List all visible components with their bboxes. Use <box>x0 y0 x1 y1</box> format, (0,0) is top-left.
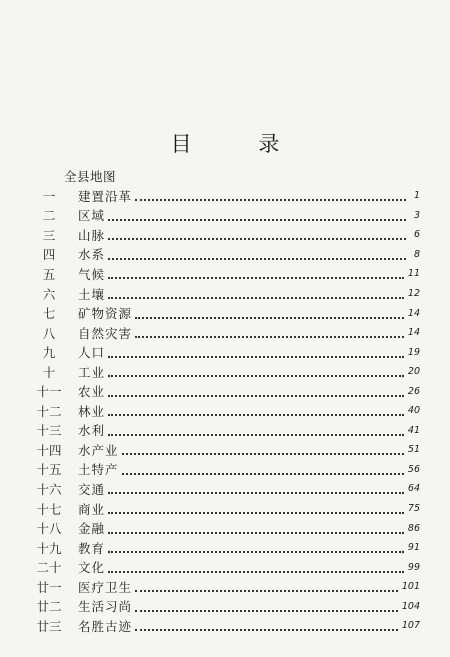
chapter-title: 医疗卫生 <box>78 579 133 595</box>
chapter-number: 五 <box>42 266 56 282</box>
chapter-title: 水产业 <box>78 442 119 458</box>
dot-leader <box>108 374 404 377</box>
page-number: 41 <box>407 424 420 436</box>
dot-leader <box>122 472 404 475</box>
toc-entry <box>30 264 420 284</box>
toc-entry <box>30 577 420 597</box>
dot-leader <box>108 257 406 260</box>
page-number: 91 <box>407 542 420 554</box>
dot-leader <box>108 355 404 358</box>
page-number: 20 <box>407 366 420 378</box>
page-number: 86 <box>407 522 420 534</box>
chapter-title: 商业 <box>78 501 106 517</box>
dot-leader <box>108 491 404 494</box>
toc-entry <box>30 284 420 304</box>
chapter-title: 农业 <box>78 384 106 400</box>
map-entry: 全县地图 <box>64 169 117 184</box>
chapter-title: 水利 <box>78 423 106 439</box>
dot-leader <box>135 609 398 612</box>
dot-leader <box>108 296 404 299</box>
chapter-title: 生活习尚 <box>78 599 133 615</box>
chapter-number: 廿二 <box>36 599 62 615</box>
dot-leader <box>108 511 404 514</box>
page-number: 56 <box>407 463 420 475</box>
chapter-number: 十二 <box>36 403 62 419</box>
page-number: 12 <box>407 288 420 299</box>
toc-entry <box>30 616 420 636</box>
page-number: 3 <box>413 209 420 221</box>
page-number: 6 <box>413 229 420 241</box>
chapter-number: 十 <box>42 364 56 380</box>
page-number: 75 <box>407 503 420 515</box>
dot-leader <box>108 276 404 279</box>
dot-leader <box>108 394 404 397</box>
chapter-title: 土特产 <box>78 462 119 478</box>
toc-entry <box>30 401 420 421</box>
chapter-number: 一 <box>42 188 56 204</box>
chapter-number: 九 <box>42 345 56 361</box>
toc-entry <box>30 381 420 401</box>
chapter-number: 十三 <box>36 423 62 439</box>
dot-leader <box>108 433 404 436</box>
chapter-number: 四 <box>42 247 56 263</box>
dot-leader <box>135 335 404 338</box>
page-number: 11 <box>407 268 420 280</box>
chapter-title: 文化 <box>78 560 106 576</box>
toc-entry <box>30 557 420 577</box>
chapter-number: 廿三 <box>36 618 62 634</box>
toc-entry <box>30 206 420 226</box>
chapter-title: 自然灾害 <box>78 325 133 341</box>
toc-entry <box>30 362 420 382</box>
chapter-number: 十七 <box>36 501 62 517</box>
chapter-number: 十一 <box>36 384 62 400</box>
page-number: 14 <box>407 327 420 339</box>
chapter-title: 金融 <box>78 521 106 537</box>
dot-leader <box>135 589 398 592</box>
toc-entry <box>30 245 420 265</box>
chapter-number: 十九 <box>36 540 62 556</box>
chapter-title: 建置沿革 <box>78 188 133 204</box>
dot-leader <box>108 570 404 573</box>
chapter-number: 六 <box>42 286 56 302</box>
toc-entry <box>30 225 420 245</box>
page-number: 101 <box>401 581 420 593</box>
toc-entry <box>30 440 420 460</box>
page-number: 40 <box>407 405 420 417</box>
dot-leader <box>135 316 404 319</box>
page-number: 26 <box>407 385 420 397</box>
toc-entry <box>30 303 420 323</box>
chapter-title: 水系 <box>78 247 106 263</box>
chapter-number: 十四 <box>36 442 62 458</box>
page-number: 1 <box>413 190 420 202</box>
chapter-number: 八 <box>42 325 56 341</box>
chapter-number: 七 <box>42 306 56 322</box>
page-number: 8 <box>413 248 420 260</box>
page-number: 107 <box>401 620 420 632</box>
chapter-number: 二十 <box>36 560 62 576</box>
toc-entry <box>30 342 420 362</box>
chapter-title: 林业 <box>78 403 106 419</box>
table-of-contents <box>30 186 420 636</box>
toc-entry <box>30 596 420 616</box>
chapter-number: 二 <box>42 208 56 224</box>
chapter-number: 十六 <box>36 481 62 497</box>
chapter-title: 土壤 <box>78 286 106 302</box>
page-number: 51 <box>407 444 420 456</box>
toc-entry <box>30 323 420 343</box>
page-number: 64 <box>407 483 420 495</box>
page-number: 104 <box>401 600 420 612</box>
page-number: 14 <box>407 307 420 319</box>
chapter-title: 山脉 <box>78 227 106 243</box>
chapter-title: 矿物资源 <box>78 306 133 322</box>
chapter-title: 名胜古迹 <box>78 618 133 634</box>
toc-entry <box>30 538 420 558</box>
dot-leader <box>108 550 404 553</box>
chapter-title: 教育 <box>78 540 106 556</box>
toc-entry <box>30 518 420 538</box>
chapter-title: 交通 <box>78 481 106 497</box>
toc-entry <box>30 460 420 480</box>
chapter-number: 廿一 <box>36 579 62 595</box>
chapter-number: 三 <box>42 227 56 243</box>
page-number: 99 <box>407 561 420 573</box>
toc-entry <box>30 421 420 441</box>
chapter-number: 十八 <box>36 521 62 537</box>
dot-leader <box>108 218 406 221</box>
dot-leader <box>135 628 398 631</box>
chapter-title: 气候 <box>78 266 106 282</box>
dot-leader <box>122 452 404 455</box>
chapter-title: 人口 <box>78 345 106 361</box>
toc-entry <box>30 186 420 206</box>
chapter-number: 十五 <box>36 462 62 478</box>
dot-leader <box>108 531 404 534</box>
page-title: 目 录 <box>170 132 310 156</box>
dot-leader <box>108 237 406 240</box>
dot-leader <box>108 413 404 416</box>
chapter-title: 区域 <box>78 208 106 224</box>
toc-entry <box>30 499 420 519</box>
chapter-title: 工业 <box>78 364 106 380</box>
toc-entry <box>30 479 420 499</box>
page-number: 19 <box>407 346 420 358</box>
dot-leader <box>135 198 406 201</box>
